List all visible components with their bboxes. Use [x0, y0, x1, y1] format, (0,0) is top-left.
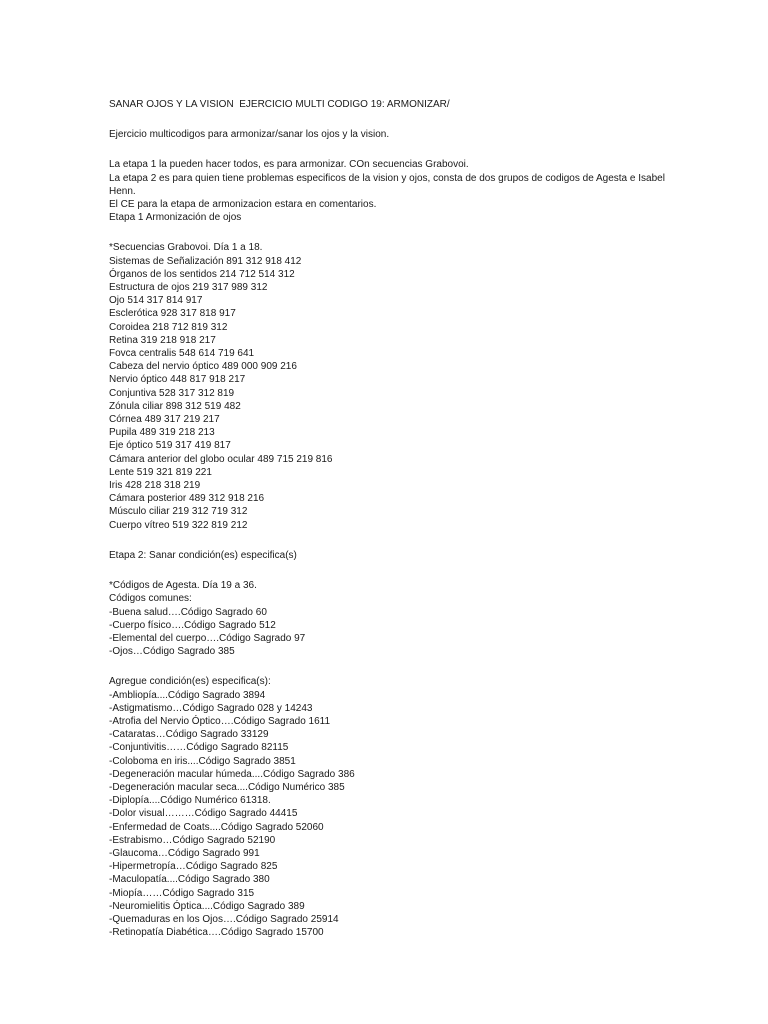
list-item: Iris 428 218 318 219	[109, 480, 201, 492]
list-item: -Ambliopía....Código Sagrado 3894	[109, 689, 266, 701]
list-item: Lente 519 321 819 221	[109, 466, 212, 478]
list-item: -Buena salud….Código Sagrado 60	[109, 606, 267, 618]
list-item: -Neuromielitis Óptica....Código Sagrado 389	[109, 900, 305, 912]
etapas-info-block	[109, 158, 669, 224]
list-item: Zónula ciliar 898 312 519 482	[109, 400, 241, 412]
condiciones-heading: Agregue condición(es) especifica(s):	[109, 676, 271, 688]
list-item: -Enfermedad de Coats....Código Sagrado 52060	[109, 821, 324, 833]
grabovoi-list	[109, 241, 669, 531]
list-item: Coroidea 218 712 819 312	[109, 321, 228, 333]
list-item: -Conjuntivitis……Código Sagrado 82115	[109, 742, 289, 754]
document-title: SANAR OJOS Y LA VISION EJERCICIO MULTI CODIGO 19: ARMONIZAR/	[109, 99, 450, 110]
list-item: Esclerótica 928 317 818 917	[109, 308, 236, 320]
etapa-info-line: La etapa 1 la pueden hacer todos, es para armonizar. COn secuencias Grabovoi.	[109, 159, 469, 171]
list-item: Cabeza del nervio óptico 489 000 909 216	[109, 361, 297, 373]
list-item: -Hipermetropía…Código Sagrado 825	[109, 861, 278, 873]
etapa-1-heading: Etapa 1 Armonización de ojos	[109, 212, 242, 224]
list-item: Córnea 489 317 219 217	[109, 414, 220, 426]
list-item: Sistemas de Señalización 891 312 918 412	[109, 255, 302, 267]
list-item: -Elemental del cuerpo….Código Sagrado 97	[109, 632, 306, 644]
condiciones-list	[109, 675, 669, 939]
list-item: Fovca centralis 548 614 719 641	[109, 348, 255, 360]
etapa-2-heading: Etapa 2: Sanar condición(es) especifica(s)	[109, 549, 297, 561]
etapa-info-line: La etapa 2 es para quien tiene problemas especificos de la vision y ojos, consta de dos grupos de codigos de Agesta e Isabel Henn.	[109, 172, 668, 197]
grabovoi-heading: *Secuencias Grabovoi. Día 1 a 18.	[109, 242, 263, 254]
document-page	[109, 98, 669, 939]
list-item: -Cuerpo físico….Código Sagrado 512	[109, 619, 276, 631]
list-item: Conjuntiva 528 317 312 819	[109, 387, 235, 399]
etapa-info-line: El CE para la etapa de armonizacion estara en comentarios.	[109, 199, 377, 211]
list-item: -Glaucoma…Código Sagrado 991	[109, 847, 260, 859]
list-item: -Maculopatía....Código Sagrado 380	[109, 874, 270, 886]
agesta-subheading: Códigos comunes:	[109, 593, 192, 605]
list-item: Ojo 514 317 814 917	[109, 295, 203, 307]
list-item: -Cataratas…Código Sagrado 33129	[109, 729, 269, 741]
list-item: Cámara posterior 489 312 918 216	[109, 493, 265, 505]
list-item: -Diplopía....Código Numérico 61318.	[109, 795, 271, 807]
list-item: -Dolor visual………Código Sagrado 44415	[109, 808, 298, 820]
list-item: -Quemaduras en los Ojos….Código Sagrado 25914	[109, 913, 339, 925]
list-item: -Atrofia del Nervio Óptico….Código Sagrado 1611	[109, 715, 331, 727]
list-item: -Ojos…Código Sagrado 385	[109, 646, 235, 658]
list-item: Pupila 489 319 218 213	[109, 427, 215, 439]
agesta-list	[109, 579, 669, 658]
list-item: -Astigmatismo…Código Sagrado 028 y 14243	[109, 702, 313, 714]
intro-text: Ejercicio multicodigos para armonizar/sanar los ojos y la vision.	[109, 129, 390, 141]
list-item: -Degeneración macular seca....Código Numérico 385	[109, 781, 345, 793]
list-item: Eje óptico 519 317 419 817	[109, 440, 231, 452]
list-item: -Retinopatía Diabética….Código Sagrado 15700	[109, 927, 324, 939]
list-item: Cuerpo vítreo 519 322 819 212	[109, 519, 248, 531]
list-item: Nervio óptico 448 817 918 217	[109, 374, 246, 386]
list-item: Cámara anterior del globo ocular 489 715 219 816	[109, 453, 333, 465]
list-item: -Estrabismo…Código Sagrado 52190	[109, 834, 276, 846]
list-item: -Coloboma en iris....Código Sagrado 3851	[109, 755, 296, 767]
list-item: Retina 319 218 918 217	[109, 334, 216, 346]
list-item: -Degeneración macular húmeda....Código Sagrado 386	[109, 768, 355, 780]
list-item: Estructura de ojos 219 317 989 312	[109, 282, 268, 294]
list-item: Músculo ciliar 219 312 719 312	[109, 506, 248, 518]
list-item: Órganos de los sentidos 214 712 514 312	[109, 268, 295, 280]
agesta-heading: *Códigos de Agesta. Día 19 a 36.	[109, 580, 257, 592]
list-item: -Miopía……Código Sagrado 315	[109, 887, 255, 899]
